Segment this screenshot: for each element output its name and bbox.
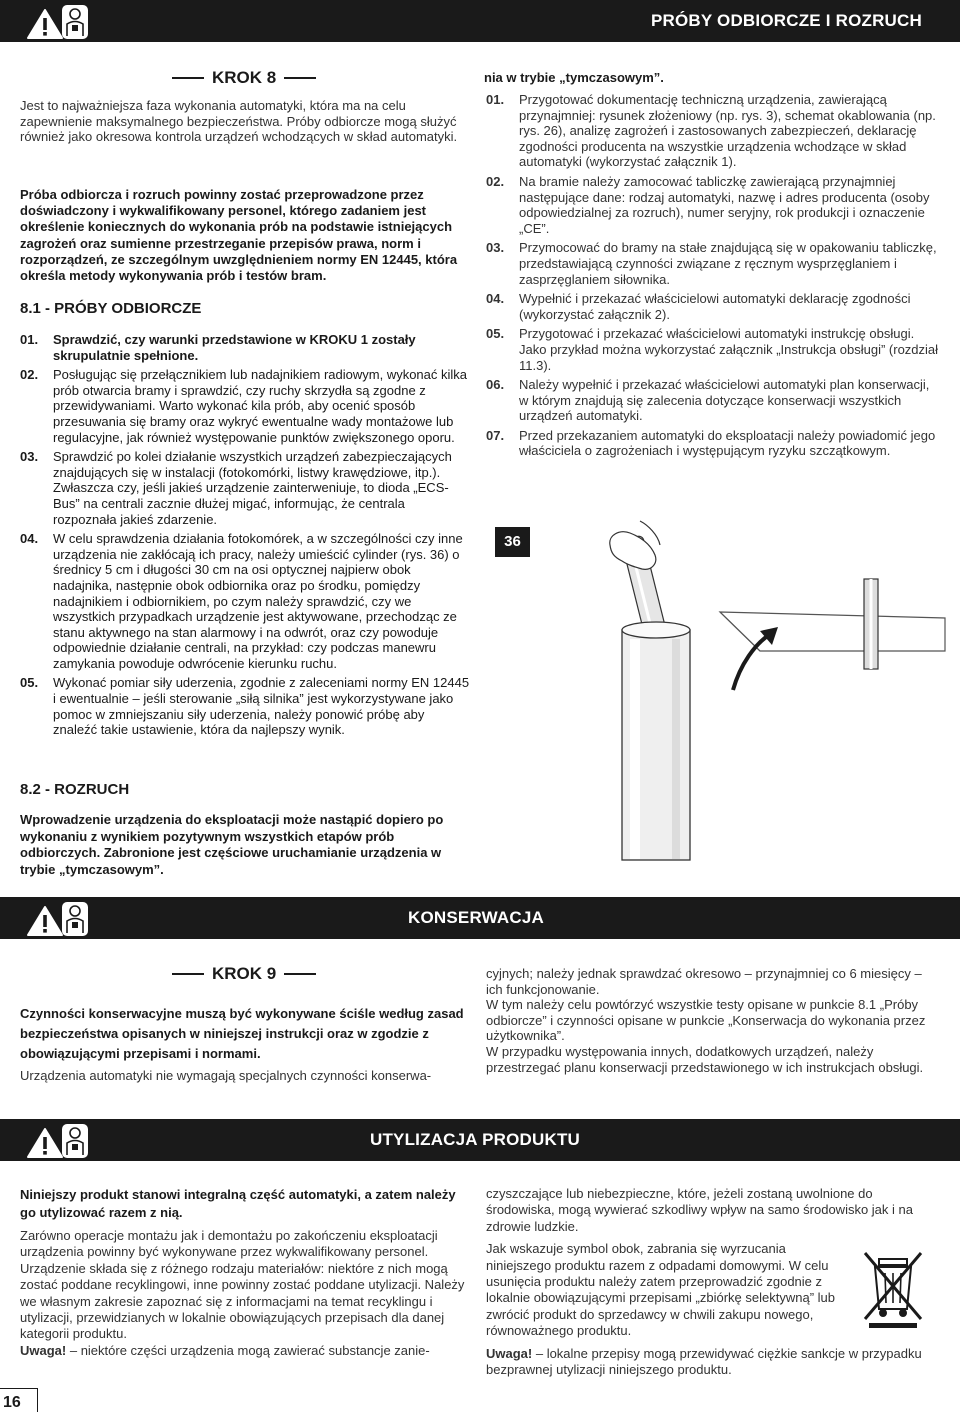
dash-left xyxy=(172,973,204,975)
maintenance-title: KONSERWACJA xyxy=(408,908,545,927)
step8-bold-paragraph: Próba odbiorcza i rozruch powinny zostać przeprowadzone przez doświadczony i wykwalifikowany personel, którego zadaniem jest określenie koniecznych do wykonania prób na podstawie istniejących zagrożeń oraz sumienne przestrzeganie przepisów prawa, norm i rozporządzeń, ze szczególnym uwzględnieniem normy EN 12445, która określa metody wykonywania prób i testów bram. xyxy=(20,187,458,284)
step-num: 03. xyxy=(486,240,505,256)
disposal-p1: Zarówno operacje montażu jak i demontażu po zakończeniu eksploatacji urządzenia powinny być wykonywane przez wykwalifikowany personel. xyxy=(20,1228,438,1260)
step8-heading-text: KROK 8 xyxy=(212,68,277,87)
rozruch-continuation: nia w trybie „tymczasowym”. xyxy=(484,70,664,85)
test-text: Posługując się przełącznikiem lub nadajnikiem radiowym, wykonać kilka prób otwarcia bramy i sprawdzić, czy ruchy skrzydła są zgodne z przewidywaniami. Warto wykonać kila prób, aby ocenić sposób przesuwania się bramy oraz wykryć ewentualne wady montażowe lub regulacyjne, jak również występowanie punktów zwiększonego oporu. xyxy=(53,367,468,445)
step-text: Na bramie należy zamocować tabliczkę zawierającą przynajmniej następujące dane: rodzaj automatyki, nazwę i adres producenta (osoby odpowiedzialnej za rozruch), numer seryjny, rok produkcji i oznaczenie „CE”. xyxy=(519,173,930,236)
commissioning-steps xyxy=(486,92,941,459)
test-text: W celu sprawdzenia działania fotokomórek, a w szczególności czy inne urządzenia nie zakłócają ich pracy, należy umieścić cylinder (rys. 36) o średnicy 5 cm i długości 30 cm na osi optycznej najpierw obok nadajnika, następnie obok odbiornika oraz po środku, pomiędzy nadajnikiem i odbiornikiem, po czym należy sprawdzić, czy we wszystkich przypadkach urządzenie jest aktywowane, przechodząc ze stanu aktywnego na stan alarmowy i na odwrót, oraz czy powoduje odpowiednie działanie centrali, na przykład: czy podczas manewru zamykania powoduje odwrócenie kierunku ruchu. xyxy=(53,531,463,671)
maintenance-p2: W tym należy celu powtórzyć wszystkie testy opisane w punkcie 8.1 „Próby odbiorcze” i czynności opisane w punkcie „Konserwacja do wykonania przez użytkownika”. xyxy=(486,997,926,1044)
disposal-left-paragraphs xyxy=(20,1228,472,1359)
step-item-04 xyxy=(486,291,941,322)
disposal-p4: Jak wskazuje symbol obok, zabrania się wyrzucania niniejszego produktu razem z odpadami domowymi. W celu usunięcia produktu należy zatem przeprowadzić zgodnie z lokalnie obowiązującymi przepisami „zbiórkę selektywną” lub zwrócić produkt do sprzedawcy w chwili zakupu nowego, równoważnego produktu. xyxy=(486,1241,835,1339)
page-number: 16 xyxy=(3,1394,21,1411)
figure-number-badge: 36 xyxy=(495,527,530,557)
step-item-01 xyxy=(486,92,941,170)
maintenance-paragraphs xyxy=(486,966,941,1075)
maintenance-paragraph-1: Urządzenia automatyki nie wymagają specjalnych czynności konserwa- xyxy=(20,1068,432,1083)
test-item-02 xyxy=(20,367,472,445)
step9-heading-text: KROK 9 xyxy=(212,964,277,983)
disposal-p5-text: – lokalne przepisy mogą przewidywać ciężkie sankcje w przypadku bezprawnej utylizacji niniejszego produktu. xyxy=(486,1345,922,1378)
step-num: 07. xyxy=(486,427,505,443)
test-num: 01. xyxy=(20,332,39,347)
rozruch-bold-paragraph: Wprowadzenie urządzenia do eksploatacji może nastąpić dopiero po wykonaniu z wynikiem pozytywnym wszystkich etapów prób odbiorczych. Zabronione jest częściowe uruchamianie urządzenia w trybie „tymczasowym”. xyxy=(20,812,444,877)
section-8-2-title: 8.2 - ROZRUCH xyxy=(20,781,130,798)
technician-icon xyxy=(62,1124,88,1158)
test-num: 04. xyxy=(20,531,39,547)
test-item-01 xyxy=(20,332,472,363)
step-item-05 xyxy=(486,326,941,373)
step-item-03 xyxy=(486,240,941,287)
test-item-04 xyxy=(20,531,472,671)
test-text: Sprawdzić po kolei działanie wszystkich urządzeń zabezpieczających znajdujących się w instalacji (fotokomórki, listwy krawędziowe, itp.). Zwłaszcza czy, jeśli jakieś urządzenie zainterweniuje, to dioda „ECS-Bus” na centrali zacznie dłużej migać, informując, że centrala rozpoznała jakieś zdarzenie. xyxy=(53,449,452,527)
step-text: Przygotować dokumentację techniczną urządzenia, zawierającą przynajmniej: rysunek złożeniowy (np. rys. 3), schemat okablowania (np. rys. 26), analizę zagrożeń i zastosowanych zabezpieczeń, deklarację zgodności producenta na wszystkie urządzenia wchodzące w skład automatyki (wykorzystać załącznik 1). xyxy=(519,92,936,170)
section-8-1-title: 8.1 - PRÓBY ODBIORCZE xyxy=(20,300,202,317)
disposal-band xyxy=(0,1119,960,1161)
step-item-06 xyxy=(486,377,941,424)
section-header-band xyxy=(0,0,960,42)
test-num: 03. xyxy=(20,449,39,465)
cylinder-illustration xyxy=(490,515,945,865)
disposal-p3-cont: czyszczające lub niebezpieczne, które, jeżeli zostaną uwolnione do środowiska, mogą wywierać szkodliwy wpływ na samo środowisko jak i na zdrowie ludzkie. xyxy=(486,1186,913,1234)
technician-icon xyxy=(62,902,88,936)
test-text: Wykonać pomiar siły uderzenia, zgodnie z zaleceniami normy EN 12445 i ewentualnie – jeśli sterowanie „siłą silnika” jest wykorzystywane jako pomoc w zmniejszaniu siły uderzenia, należy ponowić próbę aby znaleźć takie ustawienie, która da najlepszy wynik. xyxy=(53,675,470,738)
test-num: 02. xyxy=(20,367,39,383)
step-num: 04. xyxy=(486,291,505,307)
disposal-p2: Urządzenie składa się z różnego rodzaju materiałów: niektóre z nich mogą zostać poddane recyklingowi, inne powinny zostać poddane utylizacji. Należy we własnym zakresie zapoznać się z informacjami na temat recyklingu i utylizacji, przewidzianych w lokalnie obowiązujących przepisach dla danej kategorii produktu. xyxy=(20,1260,465,1342)
dash-right xyxy=(284,77,316,79)
maintenance-bold: Czynności konserwacyjne muszą być wykonywane ściśle według zasad bezpieczeństwa opisanych w niniejszej instrukcji oraz w zgodzie z obowiązującymi przepisami i normami. xyxy=(20,1006,464,1061)
figure-36 xyxy=(490,515,945,865)
step-text: Przymocować do bramy na stałe znajdującą się w opakowaniu tabliczkę, przedstawiającą czynności związane z ręcznym wysprzęglaniem i zasprzęglaniem siłownika. xyxy=(519,240,937,287)
disposal-p5 xyxy=(486,1346,941,1379)
step-num: 06. xyxy=(486,377,505,393)
test-item-05 xyxy=(20,675,472,737)
warning-label: Uwaga! xyxy=(20,1342,67,1358)
dash-left xyxy=(172,77,204,79)
disposal-bold: Niniejszy produkt stanowi integralną część automatyki, a zatem należy go utylizować razem z nią. xyxy=(20,1187,456,1220)
hand-rod xyxy=(864,579,878,669)
test-item-03 xyxy=(20,449,472,527)
step8-heading xyxy=(172,68,316,88)
maintenance-p1-cont: cyjnych; należy jednak sprawdzać okresowo – przynajmniej co 6 miesięcy – ich funkcjonowanie. xyxy=(486,966,922,997)
step-num: 01. xyxy=(486,92,505,107)
warning2-label: Uwaga! xyxy=(486,1345,533,1361)
step9-heading xyxy=(172,964,316,984)
maintenance-band xyxy=(0,897,960,939)
maintenance-p3: W przypadku występowania innych, dodatkowych urządzeń, należy przestrzegać planu konserwacji przedstawionego w ich instrukcjach obsługi. xyxy=(486,1043,924,1075)
technician-icon xyxy=(62,5,88,39)
tests-list xyxy=(20,332,472,738)
step-text: Należy wypełnić i przekazać właścicielowi automatyki plan konserwacji, w którym znajdują się zalecenia dotyczące konserwacji wszystkich urządzeń automatyki. xyxy=(519,377,930,424)
step-text: Przed przekazaniem automatyki do eksploatacji należy powiadomić jego właściciela o zagrożeniach i występującym ryzyku szczątkowym. xyxy=(519,427,936,459)
footer-rule-vertical xyxy=(37,1388,38,1412)
weee-bin-icon xyxy=(855,1245,931,1329)
footer-rule xyxy=(0,1388,37,1389)
test-text: Sprawdzić, czy warunki przedstawione w KROKU 1 zostały skrupulatnie spełnione. xyxy=(53,332,416,363)
step-text: Wypełnić i przekazać właścicielowi automatyki deklarację zgodności (wykorzystać załącznik 2). xyxy=(519,291,911,322)
step-text: Przygotować i przekazać właścicielowi automatyki instrukcję obsługi. Jako przykład można wykorzystać załącznik „Instrukcja obsługi” (rozdział 11.3). xyxy=(519,326,939,373)
dash-right xyxy=(284,973,316,975)
disposal-p3-start: Uwaga! – niektóre części urządzenia mogą zawierać substancje zanie- xyxy=(20,1342,430,1358)
step8-intro: Jest to najważniejsza faza wykonania automatyki, która ma na celu zapewnienie maksymalnego bezpieczeństwa. Próby odbiorcze mogą służyć również jako okresowa kontrola urządzeń wchodzących w skład automatyki. xyxy=(20,98,458,145)
page-title: PRÓBY ODBIORCZE I ROZRUCH xyxy=(650,11,922,30)
disposal-title: UTYLIZACJA PRODUKTU xyxy=(370,1130,580,1149)
test-num: 05. xyxy=(20,675,39,691)
step-num: 05. xyxy=(486,326,505,342)
step-item-07 xyxy=(486,428,941,459)
step-num: 02. xyxy=(486,173,505,189)
step-item-02 xyxy=(486,174,941,236)
